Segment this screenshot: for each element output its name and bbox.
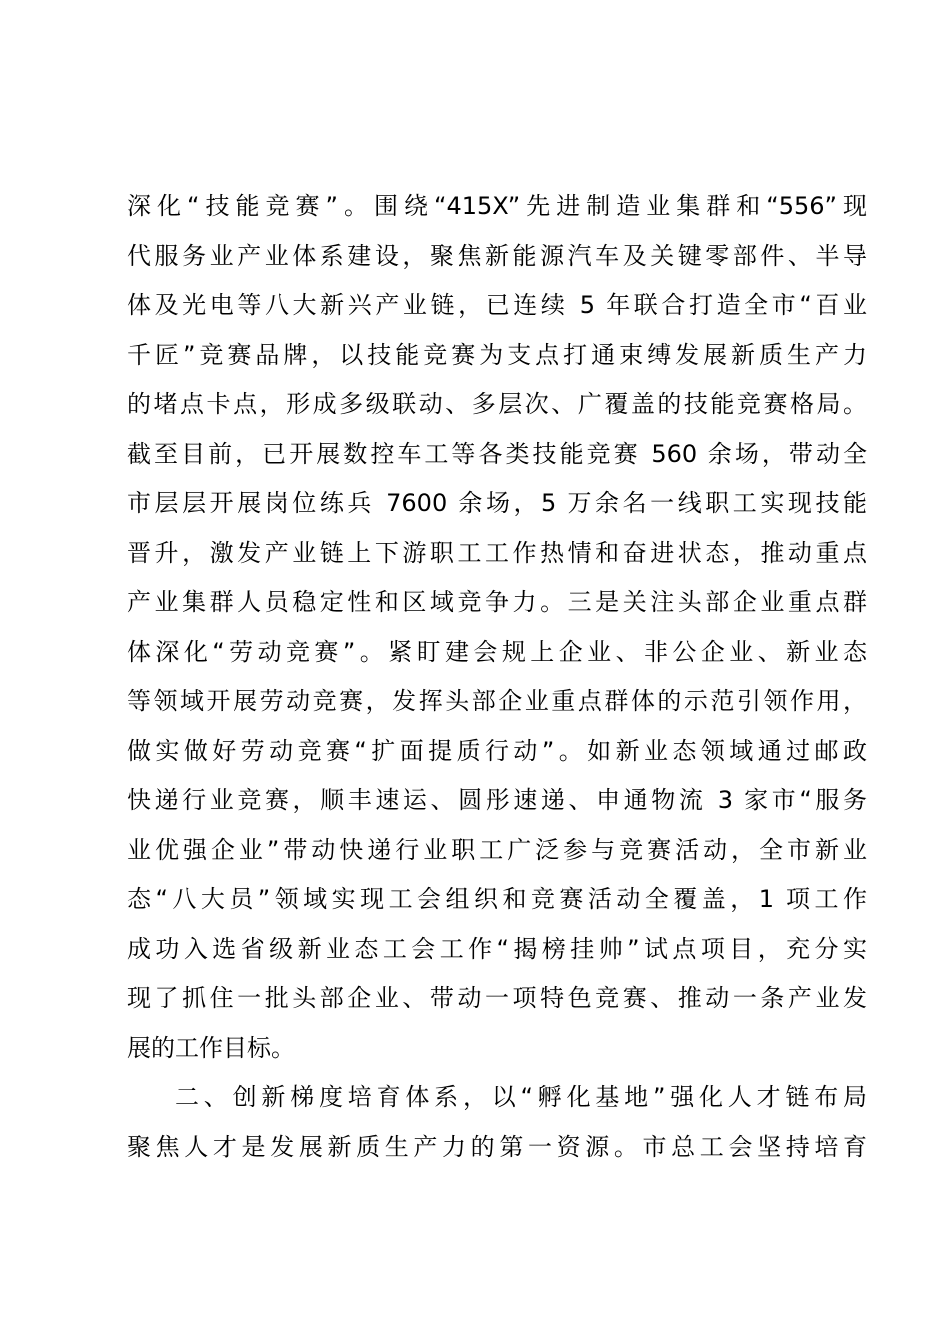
text-line: 千匠”竞赛品牌，以技能竞赛为支点打通束缚发展新质生产力 xyxy=(127,340,867,369)
text-line: 业优强企业”带动快递行业职工广泛参与竞赛活动，全市新业 xyxy=(127,835,867,864)
text-line: 等领域开展劳动竞赛，发挥头部企业重点群体的示范引领作用， xyxy=(127,687,867,715)
text-line: 体及光电等八大新兴产业链，已连续 5 年联合打造全市“百业 xyxy=(127,291,867,319)
text-line: 做实做好劳动竞赛“扩面提质行动”。如新业态领域通过邮政 xyxy=(127,736,867,765)
text-line: 态“八大员”领域实现工会组织和竞赛活动全覆盖，1 项工作 xyxy=(127,885,867,913)
text-line: 成功入选省级新业态工会工作“揭榜挂帅”试点项目，充分实 xyxy=(127,934,867,963)
paragraph-end-line: 展的工作目标。 xyxy=(127,1033,295,1062)
text-line: 快递行业竞赛，顺丰速运、圆彤速递、申通物流 3 家市“服务 xyxy=(127,786,867,814)
text-line: 现了抓住一批头部企业、带动一项特色竞赛、推动一条产业发 xyxy=(127,984,867,1012)
text-line: 市层层开展岗位练兵 7600 余场，5 万余名一线职工实现技能 xyxy=(127,489,867,517)
text-line: 的堵点卡点，形成多级联动、多层次、广覆盖的技能竞赛格局。 xyxy=(127,390,867,418)
body-text xyxy=(127,182,867,1172)
text-line: 截至目前，已开展数控车工等各类技能竞赛 560 余场，带动全 xyxy=(127,439,867,468)
text-line: 体深化“劳动竞赛”。紧盯建会规上企业、非公企业、新业态 xyxy=(127,637,867,666)
text-line: 聚焦人才是发展新质生产力的第一资源。市总工会坚持培育 xyxy=(127,1132,867,1161)
text-line: 深化“技能竞赛”。围绕“415X”先进制造业集群和“556”现 xyxy=(127,192,867,220)
section-heading: 二、创新梯度培育体系，以“孵化基地”强化人才链布局 xyxy=(175,1083,867,1111)
text-line: 产业集群人员稳定性和区域竞争力。三是关注头部企业重点群 xyxy=(127,588,867,616)
text-line: 代服务业产业体系建设，聚焦新能源汽车及关键零部件、半导 xyxy=(127,241,867,270)
text-line: 晋升，激发产业链上下游职工工作热情和奋进状态，推动重点 xyxy=(127,538,867,567)
